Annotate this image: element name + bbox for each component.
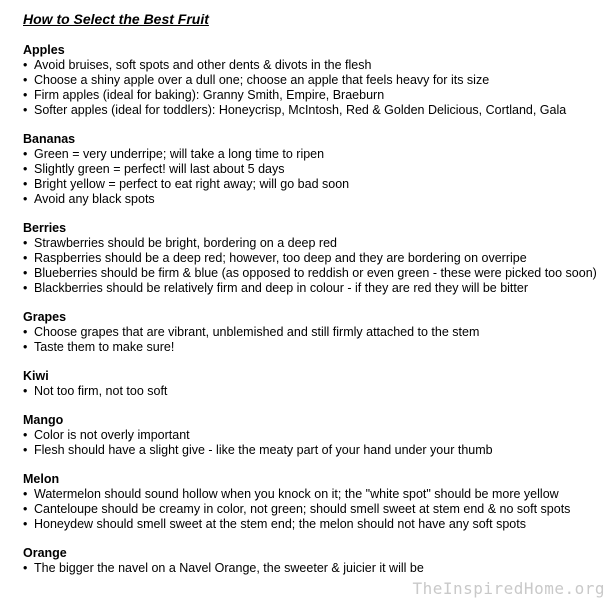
list-item: • Honeydew should smell sweet at the stem end; the melon should not have any soft spots bbox=[23, 517, 608, 532]
section-heading: Berries bbox=[23, 221, 67, 235]
bullet-list bbox=[23, 384, 608, 399]
section-bananas bbox=[23, 132, 608, 207]
list-item: • Avoid any black spots bbox=[23, 192, 608, 207]
list-item: • Firm apples (ideal for baking): Granny Smith, Empire, Braeburn bbox=[23, 88, 608, 103]
section-mango bbox=[23, 413, 608, 458]
section-heading: Grapes bbox=[23, 310, 67, 324]
section-heading: Apples bbox=[23, 43, 65, 57]
list-item: • Green = very underripe; will take a long time to ripen bbox=[23, 147, 608, 162]
bullet-list bbox=[23, 428, 608, 458]
section-heading: Mango bbox=[23, 413, 64, 427]
list-item: • Blueberries should be firm & blue (as opposed to reddish or even green - these were picked too soon) bbox=[23, 266, 608, 281]
list-item: • Flesh should have a slight give - like the meaty part of your hand under your thumb bbox=[23, 443, 608, 458]
section-heading: Melon bbox=[23, 472, 60, 486]
section-heading: Orange bbox=[23, 546, 67, 560]
bullet-list bbox=[23, 561, 608, 576]
list-item: • Choose a shiny apple over a dull one; choose an apple that feels heavy for its size bbox=[23, 73, 608, 88]
section-melon bbox=[23, 472, 608, 532]
list-item: • Blackberries should be relatively firm and deep in colour - if they are red they will be bitter bbox=[23, 281, 608, 296]
list-item: • Watermelon should sound hollow when you knock on it; the "white spot" should be more yellow bbox=[23, 487, 608, 502]
bullet-list bbox=[23, 236, 608, 296]
section-grapes bbox=[23, 310, 608, 355]
section-heading: Bananas bbox=[23, 132, 76, 146]
list-item: • Raspberries should be a deep red; however, too deep and they are bordering on overripe bbox=[23, 251, 608, 266]
bullet-list bbox=[23, 325, 608, 355]
list-item: • Slightly green = perfect! will last about 5 days bbox=[23, 162, 608, 177]
document-title: How to Select the Best Fruit bbox=[23, 11, 209, 27]
list-item: • Taste them to make sure! bbox=[23, 340, 608, 355]
list-item: • Choose grapes that are vibrant, unblemished and still firmly attached to the stem bbox=[23, 325, 608, 340]
section-apples bbox=[23, 43, 608, 118]
list-item: • The bigger the navel on a Navel Orange, the sweeter & juicier it will be bbox=[23, 561, 608, 576]
list-item: • Canteloupe should be creamy in color, not green; should smell sweet at stem end & no soft spots bbox=[23, 502, 608, 517]
list-item: • Bright yellow = perfect to eat right away; will go bad soon bbox=[23, 177, 608, 192]
list-item: • Strawberries should be bright, bordering on a deep red bbox=[23, 236, 608, 251]
list-item: • Not too firm, not too soft bbox=[23, 384, 608, 399]
list-item: • Color is not overly important bbox=[23, 428, 608, 443]
section-orange bbox=[23, 546, 608, 576]
section-kiwi bbox=[23, 369, 608, 399]
list-item: • Softer apples (ideal for toddlers): Honeycrisp, McIntosh, Red & Golden Delicious, Cortland, Gala bbox=[23, 103, 608, 118]
section-berries bbox=[23, 221, 608, 296]
fruit-sections bbox=[23, 43, 608, 590]
bullet-list bbox=[23, 58, 608, 118]
watermark-text: TheInspiredHome.org bbox=[412, 579, 605, 598]
bullet-list bbox=[23, 487, 608, 532]
section-heading: Kiwi bbox=[23, 369, 49, 383]
bullet-list bbox=[23, 147, 608, 207]
list-item: • Avoid bruises, soft spots and other dents & divots in the flesh bbox=[23, 58, 608, 73]
